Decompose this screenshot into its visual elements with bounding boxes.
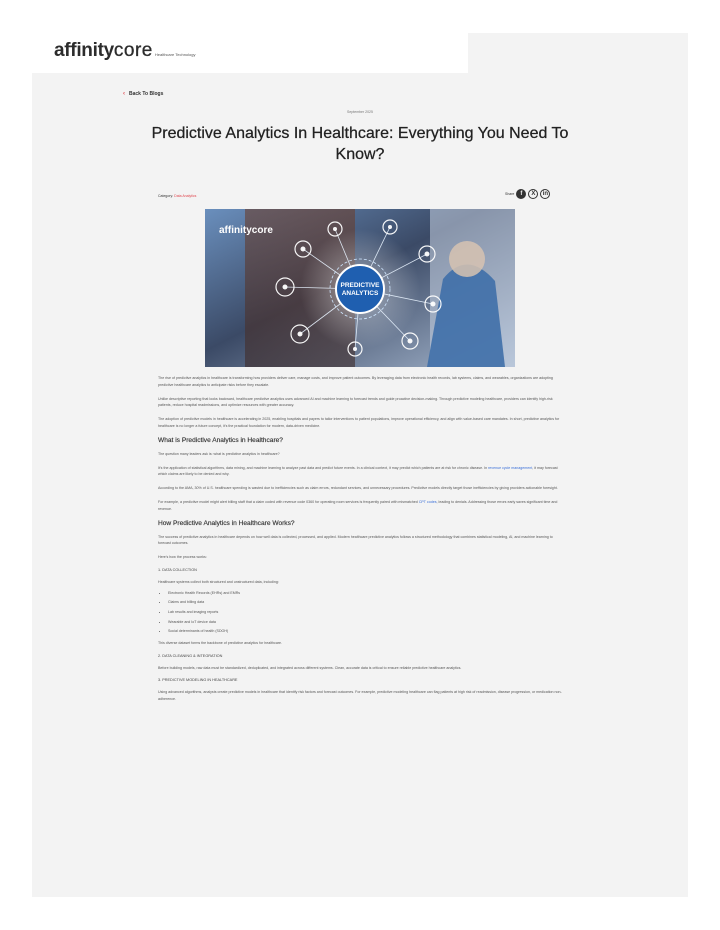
category-link[interactable]: Data Analytics — [174, 194, 197, 198]
list-item: • Wearable and IoT device data — [168, 618, 563, 628]
article-paragraph: The question many leaders ask is: what is predictive analytics in healthcare? — [158, 451, 280, 456]
list-item: • Electronic Health Records (EHRs) and EMRs — [168, 589, 563, 599]
share-bar — [505, 189, 550, 199]
share-label: Share — [505, 192, 515, 196]
article-paragraph: The rise of predictive analytics in healthcare is transforming how providers deliver care, manage costs, and improve patient outcomes. By leveraging data from electronic health records, lab systems, claims, and wearables, organizations are adopting predictive healthcare analytics to anticipate risks before they escalate. — [158, 376, 553, 387]
article-paragraph: The adoption of predictive models in healthcare is accelerating in 2025, enabling hospitals and payers to tailor interventions to patient populations, improve operational efficiency, and align with value-based care mandates. In short, predictive analytics for healthcare is no longer a future concept, it's the practical foundation for modern, data-driven medicine. — [158, 417, 560, 428]
data-sources-list — [158, 589, 563, 637]
logo-tagline: Healthcare Technology — [154, 52, 196, 57]
x-icon[interactable]: X — [528, 189, 538, 199]
site-logo[interactable] — [54, 40, 195, 62]
list-item: • Claims and billing data — [168, 598, 563, 608]
page-title: Predictive Analytics In Healthcare: Everything You Need To Know? — [151, 125, 569, 163]
article-paragraph: Before building models, raw data must be standardized, deduplicated, and integrated across different systems. Clean, accurate data is critical to ensure reliable predictive healthcare analytics. — [158, 665, 462, 670]
article-paragraph: The success of predictive analytics in healthcare depends on how well data is collected, processed, and applied. Modern healthcare predictive analytics follows a structured methodology that combines statistical modeling, AI, and machine learning to forecast outcomes. — [158, 534, 553, 546]
list-item: • Social determinants of health (SDOH) — [168, 627, 563, 637]
section-heading: How Predictive Analytics in Healthcare Works? — [158, 519, 295, 527]
subsection-heading: 3. PREDICTIVE MODELING IN HEALTHCARE — [158, 678, 238, 683]
back-to-blogs-label: Back To Blogs — [129, 91, 164, 97]
revenue-cycle-link[interactable]: revenue cycle management — [488, 465, 533, 470]
subsection-heading: 2. DATA CLEANING & INTEGRATION — [158, 653, 223, 658]
article-body — [158, 375, 563, 703]
article-paragraph: According to the AMA, 30% of U.S. healthcare spending is wasted due to inefficiencies such as claim errors, redundant services, and unnecessary procedures. Predictive models directly target those inefficiencies by giving providers actionable foresight. — [158, 486, 558, 491]
post-date: September 2025 — [347, 110, 373, 114]
article-paragraph: Using advanced algorithms, analysts create predictive models in healthcare that identify risk factors and forecast outcomes. For example, predictive modeling healthcare can flag patients at high risk of readmission, disease progression, or medication non-adherence. — [158, 690, 562, 702]
facebook-icon[interactable]: f — [516, 189, 526, 199]
arrow-left-icon: ‹ — [123, 91, 125, 97]
article-paragraph: This diverse dataset forms the backbone of predictive analytics for healthcare. — [158, 640, 283, 645]
category-label: Category: — [158, 194, 174, 198]
article-paragraph: Here's how the process works: — [158, 555, 207, 560]
hero-logo-text: affinitycore — [219, 225, 273, 236]
linkedin-icon[interactable]: in — [540, 189, 550, 199]
hero-center-label-1: PREDICTIVE — [340, 282, 380, 289]
section-heading: What is Predictive Analytics in Healthcare? — [158, 436, 283, 444]
article-paragraph: Healthcare systems collect both structured and unstructured data, including: — [158, 579, 279, 584]
list-item: • Lab results and imaging reports — [168, 608, 563, 618]
logo-bold-text: affinity — [54, 40, 114, 61]
back-to-blogs-link[interactable] — [123, 91, 163, 97]
subsection-heading: 1. DATA COLLECTION — [158, 567, 197, 572]
article-paragraph: Unlike descriptive reporting that looks backward, healthcare predictive analytics uses advanced AI and machine learning to forecast trends and guide proactive decision-making. Through predictive modeling healthcare, providers can identify high-risk patients, reduce hospital readmissions, and optimize resources with greater accuracy. — [158, 396, 553, 408]
article-paragraph: For example, a predictive model might alert billing staff that a claim coded with revenue code 0360 for operating room services is frequently paired with mismatched CPT codes, leading to denials. Addressing those errors early saves significant time and revenue. — [158, 499, 558, 511]
article-paragraph: It's the application of statistical algorithms, data mining, and machine learning to analyze past data and predict future events. In a clinical context, it may predict which patients are at risk for chronic disease. In revenue cycle management, it may forecast which claims are likely to be denied and why. — [158, 465, 558, 477]
post-category — [158, 194, 196, 198]
hero-center-label-2: ANALYTICS — [341, 290, 379, 297]
hero-image — [205, 209, 515, 367]
cpt-codes-link[interactable]: CPT codes — [418, 499, 437, 504]
logo-light-text: core — [113, 40, 153, 61]
